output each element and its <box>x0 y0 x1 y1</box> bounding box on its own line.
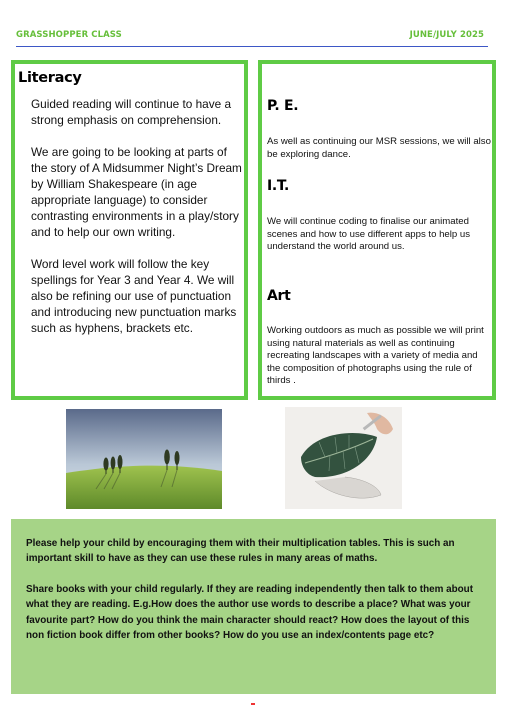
class-name-header: GRASSHOPPER CLASS <box>16 30 122 40</box>
landscape-painting-image <box>66 409 222 509</box>
page-mark <box>251 703 255 705</box>
it-text: We will continue coding to finalise our animated scenes and how to use different apps to help us understand the world around us. <box>267 216 471 253</box>
pe-title: P. E. <box>267 98 299 114</box>
parent-tip-multiplication: Please help your child by encouraging them with their multiplication tables. This is such an important skill to have as they can use these rules in many areas of maths. <box>26 538 455 565</box>
subjects-box <box>258 60 496 400</box>
it-title: I.T. <box>267 178 290 194</box>
parent-tip-reading: Share books with your child regularly. If they are reading independently then talk to them about what they are reading. E.g.How does the author use words to describe a place? What was your favourite part? How do you think the main character should react? How does the layout of this non fiction book differ from other books? How do you use an index/contents page etc? <box>26 584 474 642</box>
literacy-paragraph-2: We are going to be looking at parts of the story of A Midsummer Night’s Dream by William Shakespeare (in age appropriate language) to consider contrasting environments in a play/story and to help our own writing. <box>31 145 242 239</box>
pe-text: As well as continuing our MSR sessions, we will also be exploring dance. <box>267 136 491 160</box>
leaf-print-image <box>285 407 402 509</box>
date-header: JUNE/JULY 2025 <box>409 30 484 40</box>
art-text: Working outdoors as much as possible we will print using natural materials as well as continuing recreating landscapes with a variety of media and the composition of photographs using the rule of thirds . <box>267 325 484 387</box>
literacy-paragraph-1: Guided reading will continue to have a strong emphasis on comprehension. <box>31 97 232 127</box>
literacy-body <box>31 96 243 352</box>
literacy-title: Literacy <box>18 70 82 86</box>
art-title: Art <box>267 288 291 304</box>
literacy-paragraph-3: Word level work will follow the key spellings for Year 3 and Year 4. We will also be refining our use of punctuation and introducing new punctuation marks such as hyphens, brackets etc. <box>31 257 237 335</box>
literacy-box <box>11 60 248 400</box>
header-divider <box>16 46 488 47</box>
